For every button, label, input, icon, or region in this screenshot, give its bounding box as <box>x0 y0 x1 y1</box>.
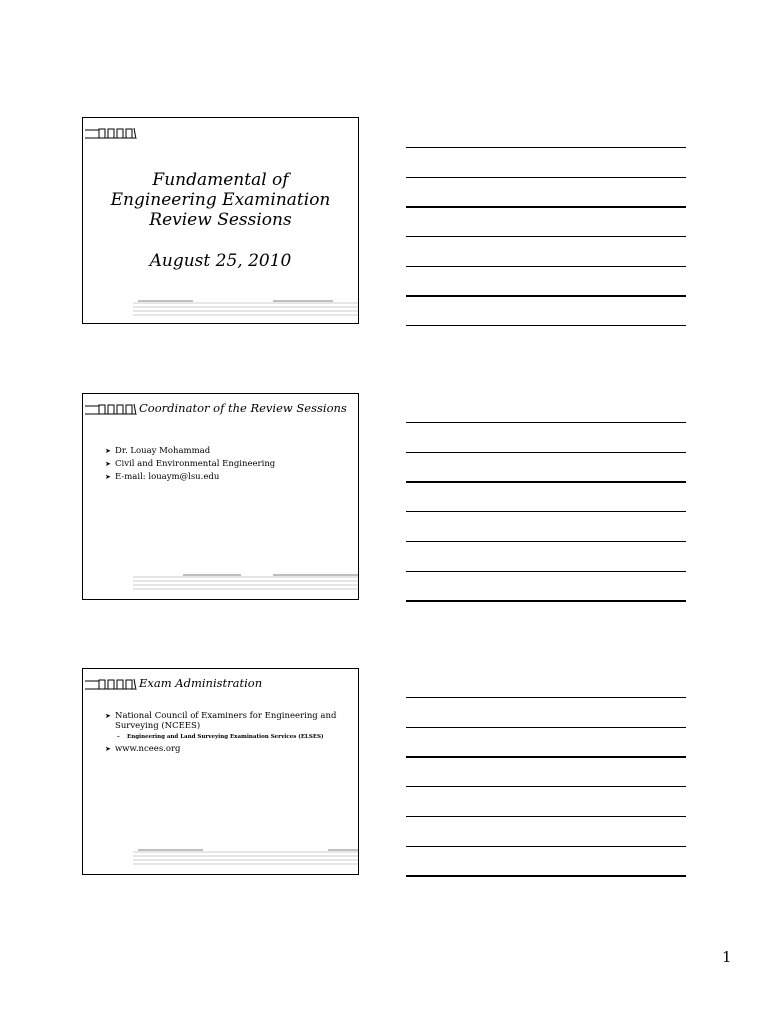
page-number: 1 <box>722 948 732 966</box>
slide-1-title <box>83 170 358 230</box>
notes-line <box>406 422 686 423</box>
slide-2-bullets <box>105 446 350 485</box>
title-line: Engineering Examination <box>110 190 331 210</box>
bullet-arrow-icon: ➤ <box>105 745 111 753</box>
slide-logo-icon <box>85 403 137 415</box>
title-line: Fundamental of <box>152 170 289 190</box>
notes-line <box>406 727 686 728</box>
slide-2-heading: Coordinator of the Review Sessions <box>139 401 347 415</box>
slide-3 <box>82 668 359 875</box>
sub-list-item <box>105 733 350 741</box>
bullet-arrow-icon: ➤ <box>105 473 111 481</box>
slide-decoration <box>133 573 358 593</box>
bullet-text: E-mail: louaym@lsu.edu <box>115 472 220 482</box>
sub-bullet-text: Engineering and Land Surveying Examination Services (ELSES) <box>127 734 324 740</box>
notes-line <box>406 846 686 847</box>
notes-line <box>406 147 686 148</box>
slide-logo-icon <box>85 127 137 139</box>
list-item <box>105 711 350 731</box>
notes-line <box>406 511 686 512</box>
slide-1-date: August 25, 2010 <box>149 251 292 271</box>
list-item <box>105 744 350 754</box>
notes-line <box>406 875 686 877</box>
notes-line <box>406 452 686 453</box>
notes-line <box>406 571 686 572</box>
bullet-text: National Council of Examiners for Engineering and Surveying (NCEES) <box>115 711 337 731</box>
bullet-text: www.ncees.org <box>115 744 181 754</box>
dash-icon: – <box>117 734 120 740</box>
notes-line <box>406 786 686 787</box>
notes-line <box>406 481 686 483</box>
notes-line <box>406 206 686 208</box>
slide-3-bullets <box>105 711 350 757</box>
notes-line <box>406 177 686 178</box>
notes-line <box>406 600 686 602</box>
slide-decoration <box>133 848 358 868</box>
list-item <box>105 459 350 469</box>
notes-line <box>406 816 686 817</box>
bullet-text: Dr. Louay Mohammad <box>115 446 211 456</box>
bullet-arrow-icon: ➤ <box>105 447 111 455</box>
slide-3-heading: Exam Administration <box>139 676 263 690</box>
bullet-arrow-icon: ➤ <box>105 712 111 720</box>
notes-line <box>406 756 686 758</box>
bullet-text: Civil and Environmental Engineering <box>115 459 276 469</box>
notes-line <box>406 266 686 267</box>
bullet-arrow-icon: ➤ <box>105 460 111 468</box>
notes-line <box>406 697 686 698</box>
notes-line <box>406 295 686 297</box>
notes-line <box>406 541 686 542</box>
list-item <box>105 472 350 482</box>
list-item <box>105 446 350 456</box>
slide-2 <box>82 393 359 600</box>
title-line: Review Sessions <box>149 210 292 230</box>
slide-logo-icon <box>85 678 137 690</box>
slide-decoration <box>133 299 358 319</box>
notes-line <box>406 236 686 237</box>
notes-line <box>406 325 686 326</box>
slide-1 <box>82 117 359 324</box>
